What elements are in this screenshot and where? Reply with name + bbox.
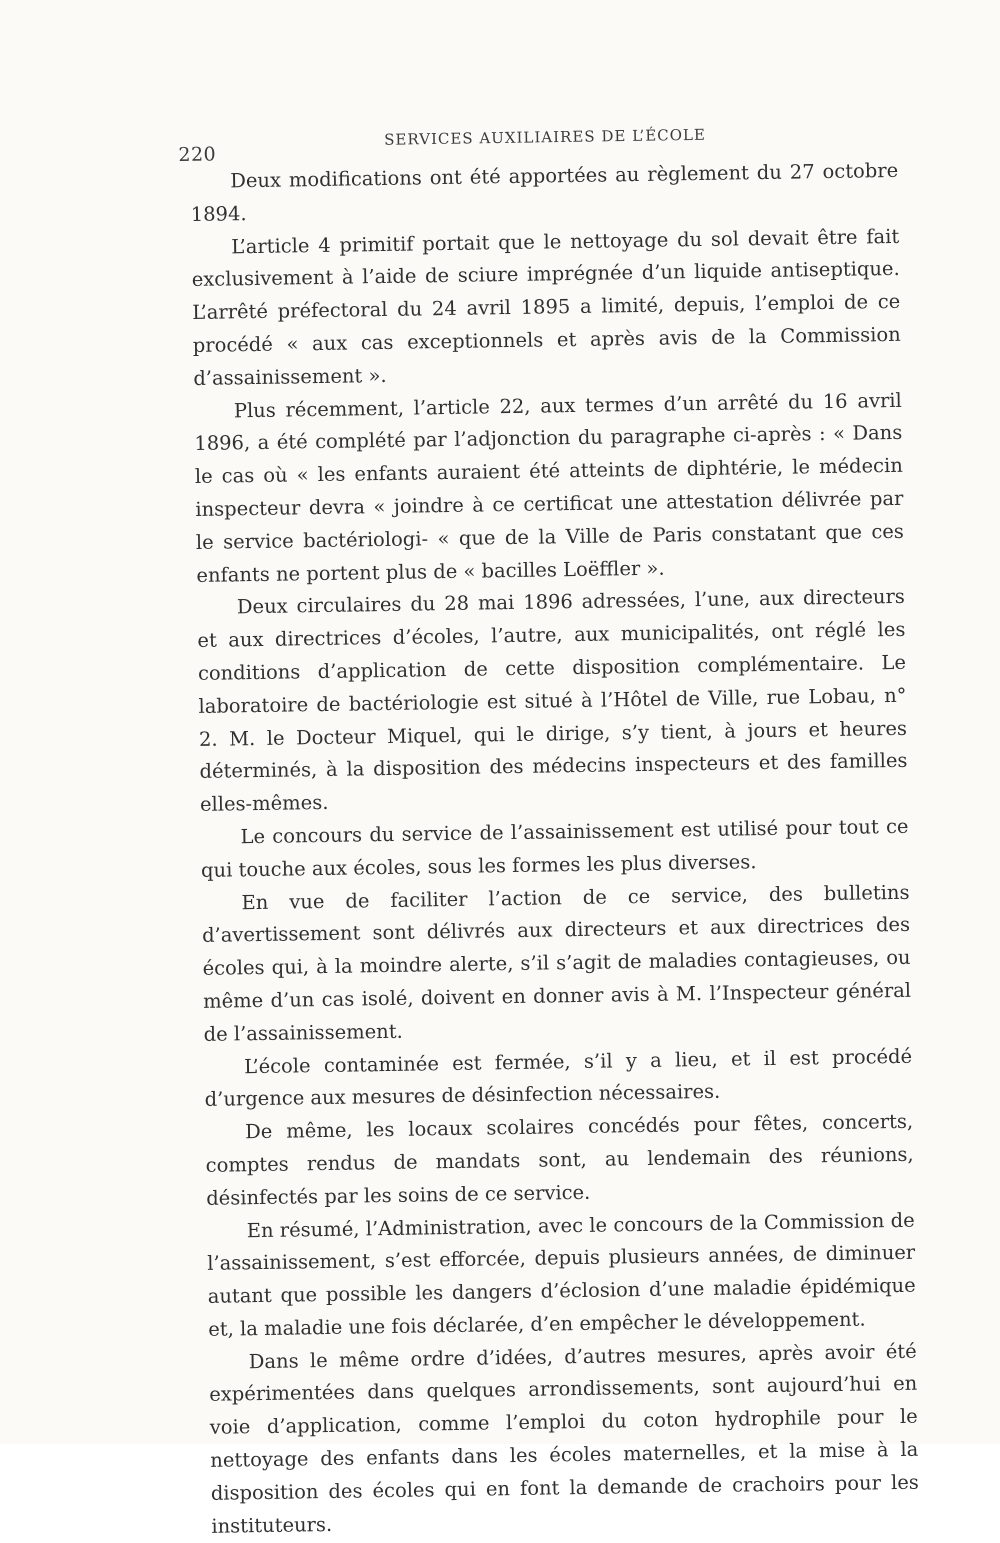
- paragraph: Deux modifications ont été apportées au règlement du 27 octobre 1894.: [190, 158, 899, 226]
- paragraph: L’école contaminée est fermée, s’il y a lieu, et il est procédé d’urgence aux mesures de désinfection nécessaires.: [204, 1044, 913, 1112]
- paragraph: De même, les locaux scolaires concédés pour fêtes, concerts, comptes rendus de mandats sont, au lendemain des réunions, désinfectés par les soins de ce service.: [205, 1109, 914, 1210]
- running-head: SERVICES AUXILIAIRES DE L’ÉCOLE: [384, 125, 707, 149]
- paragraph: Plus récemment, l’article 22, aux termes d’un arrêté du 16 avril 1896, a été complété par l’adjonction du paragraphe ci-après : « Dans le cas où « les enfants auraient été atteints de diphtérie, le médecin inspecteur devra « joindre à ce certificat une attestation délivrée par le service bactériologi- « que de la Ville de Paris constatant que ces enfants ne portent plus de « bacilles Loëffler ».: [194, 388, 905, 587]
- paragraph: En résumé, l’Administration, avec le concours de la Commission de l’assainissement, s’est efforcée, depuis plusieurs années, de diminuer autant que possible les dangers d’éclosion d’une maladie épidémique et, la maladie une fois déclarée, d’en empêcher le développement.: [207, 1208, 916, 1341]
- paragraph: Deux circulaires du 28 mai 1896 adressées, l’une, aux directeurs et aux directrices d’écoles, l’autre, aux municipalités, ont réglé les conditions d’application de cette disposition complémentaire. Le laboratoire de bactériologie est situé à l’Hôtel de Ville, rue Lobau, n° 2. M. le Docteur Miquel, qui le dirige, s’y tient, à jours et heures déterminés, à la disposition des médecins inspecteurs et des familles elles-mêmes.: [197, 585, 908, 817]
- paragraph: L’article 4 primitif portait que le nettoyage du sol devait être fait exclusivement à l’aide de sciure imprégnée d’un liquide antiseptique. L’arrêté préfectoral du 24 avril 1895 a limité, depuis, l’emploi de ce procédé « aux cas exceptionnels et après avis de la Commission d’assainissement ».: [191, 224, 901, 390]
- page-number: 220: [178, 143, 217, 166]
- paragraph: En vue de faciliter l’action de ce service, des bulletins d’avertissement sont délivrés aux directeurs et aux directrices des écoles qui, à la moindre alerte, s’il s’agit de maladies contagieuses, ou même d’un cas isolé, doivent en donner avis à M. l’Inspecteur général de l’assainissement.: [201, 880, 912, 1046]
- body-text: [190, 155, 920, 1543]
- paragraph: Le concours du service de l’assainissement est utilisé pour tout ce qui touche aux écoles, sous les formes les plus diverses.: [200, 814, 909, 882]
- paragraph: Dans le même ordre d’idées, d’autres mesures, après avoir été expérimentées dans quelques arrondissements, sont aujourd’hui en voie d’application, comme l’emploi du coton hydrophile pour le nettoyage des enfants dans les écoles maternelles, et la mise à la disposition des écoles qui en font la demande de crachoirs pour les instituteurs.: [209, 1339, 919, 1538]
